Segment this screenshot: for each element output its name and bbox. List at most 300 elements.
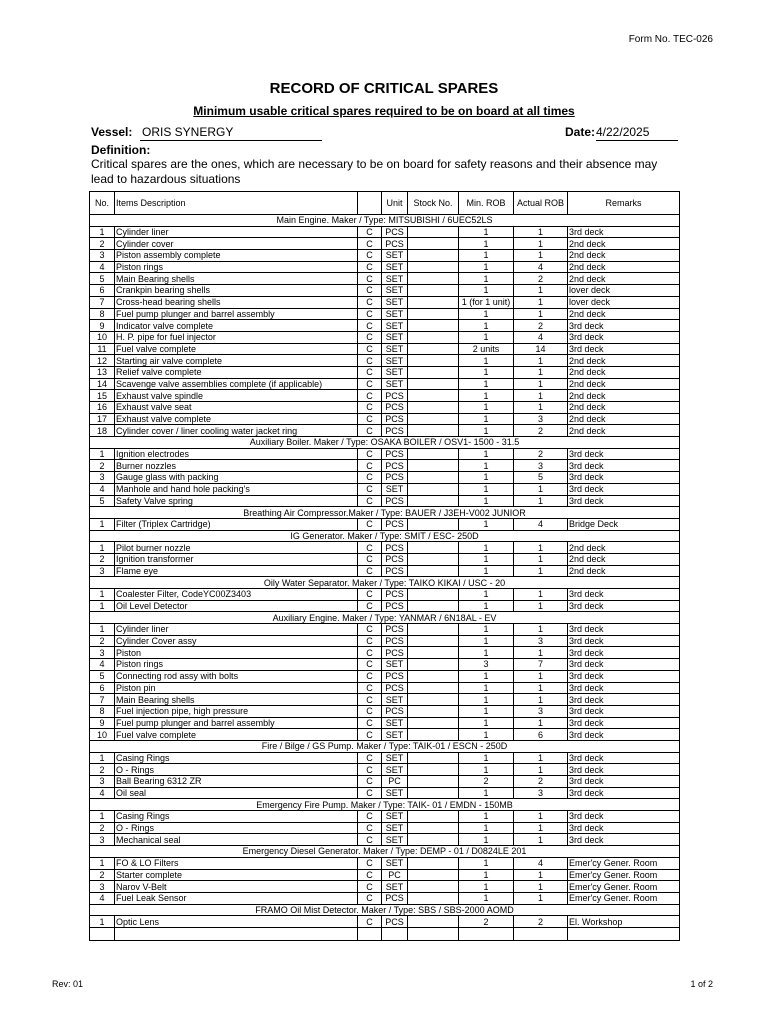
cell-description: Fuel injection pipe, high pressure [115,705,358,717]
cell-actual-rob: 1 [514,483,568,495]
cell-unit: PC [382,776,408,788]
cell-actual-rob: 2 [514,776,568,788]
cell-unit: PCS [382,495,408,507]
cell-actual-rob: 1 [514,600,568,612]
cell-actual-rob: 1 [514,694,568,706]
header-items-description: Items Description [115,192,358,215]
cell-actual-rob: 1 [514,495,568,507]
cell-no: 1 [90,600,115,612]
table-row [90,542,680,554]
cell-min-rob: 1 [459,787,514,799]
cell-min-rob: 1 [459,518,514,530]
cell-actual-rob: 2 [514,273,568,285]
cell-no: 12 [90,355,115,367]
cell-stock-no [408,635,459,647]
table-row [90,811,680,823]
cell-min-rob: 1 [459,857,514,869]
date-field[interactable]: 4/22/2025 [596,125,678,141]
cell-category: C [358,869,382,881]
table-row [90,892,680,904]
section-title: Auxiliary Engine. Maker / Type: YANMAR / 6N18AL - EV [90,612,680,624]
cell-no: 1 [90,518,115,530]
cell-no: 1 [90,542,115,554]
cell-category: C [358,589,382,601]
section-title: FRAMO Oil Mist Detector. Maker / Type: SBS / SBS-2000 AOMD [90,904,680,916]
cell-actual-rob: 1 [514,238,568,250]
cell-description: Cylinder cover / liner cooling water jacket ring [115,425,358,437]
cell-actual-rob: 3 [514,460,568,472]
cell-category: C [358,238,382,250]
cell-remarks: 2nd deck [568,425,680,437]
cell-remarks: Emer'cy Gener. Room [568,881,680,893]
table-row [90,565,680,577]
cell-category: C [358,355,382,367]
empty-cell [90,927,115,940]
cell-unit: PCS [382,553,408,565]
cell-min-rob: 1 [459,285,514,297]
cell-category: C [358,250,382,262]
cell-category: C [358,296,382,308]
cell-category: C [358,425,382,437]
table-row [90,869,680,881]
cell-remarks: 3rd deck [568,752,680,764]
cell-actual-rob: 1 [514,647,568,659]
empty-cell [514,927,568,940]
cell-no: 1 [90,624,115,636]
cell-category: C [358,285,382,297]
cell-category: C [358,659,382,671]
definition-label: Definition: [91,143,151,157]
cell-min-rob: 1 [459,822,514,834]
cell-no: 7 [90,296,115,308]
cell-min-rob: 1 [459,729,514,741]
table-row [90,624,680,636]
cell-description: Piston assembly complete [115,250,358,262]
cell-remarks: 3rd deck [568,811,680,823]
cell-category: C [358,670,382,682]
cell-min-rob: 1 [459,460,514,472]
cell-stock-no [408,413,459,425]
table-row [90,320,680,332]
cell-no: 4 [90,787,115,799]
cell-actual-rob: 1 [514,226,568,238]
section-header-row [90,507,680,519]
table-row [90,822,680,834]
section-title: Oily Water Separator. Maker / Type: TAIKO KIKAI / USC - 20 [90,577,680,589]
cell-category: C [358,331,382,343]
cell-remarks: 3rd deck [568,705,680,717]
cell-remarks: 3rd deck [568,472,680,484]
cell-category: C [358,822,382,834]
cell-description: Manhole and hand hole packing's [115,483,358,495]
cell-category: C [358,390,382,402]
cell-remarks: 3rd deck [568,495,680,507]
cell-stock-no [408,600,459,612]
cell-unit: PCS [382,589,408,601]
cell-remarks: 3rd deck [568,659,680,671]
cell-min-rob: 1 [459,355,514,367]
cell-description: H. P. pipe for fuel injector [115,331,358,343]
empty-cell [115,927,358,940]
cell-min-rob: 1 [459,624,514,636]
cell-category: C [358,717,382,729]
cell-unit: SET [382,659,408,671]
cell-no: 1 [90,589,115,601]
cell-stock-no [408,694,459,706]
cell-no: 3 [90,647,115,659]
cell-unit: SET [382,483,408,495]
cell-description: Cylinder liner [115,624,358,636]
header-category [358,192,382,215]
cell-category: C [358,694,382,706]
cell-min-rob: 1 [459,250,514,262]
cell-remarks: lover deck [568,296,680,308]
cell-stock-no [408,542,459,554]
definition-text: Critical spares are the ones, which are necessary to be on board for safety reasons and their absence may lead to hazardous situations [91,157,658,186]
cell-stock-no [408,460,459,472]
cell-remarks: 3rd deck [568,787,680,799]
cell-actual-rob: 2 [514,320,568,332]
cell-remarks: El. Workshop [568,916,680,928]
cell-stock-no [408,822,459,834]
cell-stock-no [408,355,459,367]
cell-description: O - Rings [115,822,358,834]
cell-unit: SET [382,320,408,332]
cell-remarks: 3rd deck [568,589,680,601]
cell-unit: SET [382,308,408,320]
cell-category: C [358,682,382,694]
cell-description: Piston [115,647,358,659]
cell-no: 17 [90,413,115,425]
cell-no: 5 [90,273,115,285]
cell-min-rob: 1 [459,402,514,414]
cell-no: 3 [90,472,115,484]
table-row [90,296,680,308]
cell-unit: PCS [382,647,408,659]
cell-description: Flame eye [115,565,358,577]
cell-unit: SET [382,764,408,776]
cell-stock-no [408,320,459,332]
cell-no: 1 [90,226,115,238]
cell-description: Narov V-Belt [115,881,358,893]
cell-unit: PCS [382,635,408,647]
cell-min-rob: 1 [459,589,514,601]
section-header-row [90,799,680,811]
cell-description: Pilot burner nozzle [115,542,358,554]
cell-no: 10 [90,331,115,343]
cell-stock-no [408,752,459,764]
cell-description: Ball Bearing 6312 ZR [115,776,358,788]
cell-actual-rob: 1 [514,308,568,320]
cell-description: Ignition transformer [115,553,358,565]
table-row [90,273,680,285]
cell-remarks: 3rd deck [568,764,680,776]
cell-unit: PCS [382,402,408,414]
cell-category: C [358,495,382,507]
cell-category: C [358,402,382,414]
cell-unit: PCS [382,670,408,682]
cell-stock-no [408,705,459,717]
cell-stock-no [408,729,459,741]
cell-no: 5 [90,670,115,682]
cell-unit: PC [382,869,408,881]
cell-min-rob: 1 [459,553,514,565]
cell-stock-no [408,834,459,846]
cell-stock-no [408,331,459,343]
cell-min-rob: 1 [459,378,514,390]
table-row [90,705,680,717]
cell-stock-no [408,402,459,414]
cell-category: C [358,892,382,904]
section-header-row [90,577,680,589]
cell-stock-no [408,495,459,507]
header-min-rob: Min. ROB [459,192,514,215]
cell-min-rob: 1 [459,261,514,273]
cell-actual-rob: 1 [514,764,568,776]
table-row [90,366,680,378]
cell-min-rob: 1 [459,635,514,647]
cell-unit: PCS [382,425,408,437]
cell-stock-no [408,892,459,904]
cell-unit: SET [382,787,408,799]
cell-category: C [358,261,382,273]
cell-unit: SET [382,366,408,378]
cell-no: 5 [90,495,115,507]
cell-actual-rob: 1 [514,892,568,904]
cell-category: C [358,413,382,425]
cell-no: 3 [90,834,115,846]
cell-unit: SET [382,273,408,285]
cell-stock-no [408,565,459,577]
cell-category: C [358,553,382,565]
cell-remarks: 2nd deck [568,273,680,285]
table-row [90,402,680,414]
cell-unit: SET [382,857,408,869]
cell-description: Relief valve complete [115,366,358,378]
table-row [90,495,680,507]
cell-unit: SET [382,881,408,893]
cell-stock-no [408,226,459,238]
table-row [90,635,680,647]
date-label: Date: [565,125,596,139]
table-row [90,553,680,565]
cell-stock-no [408,916,459,928]
cell-category: C [358,226,382,238]
cell-min-rob: 3 [459,659,514,671]
form-number: Form No. TEC-026 [628,34,713,45]
cell-category: C [358,565,382,577]
cell-remarks: 2nd deck [568,366,680,378]
cell-unit: PCS [382,624,408,636]
cell-unit: PCS [382,390,408,402]
table-row [90,589,680,601]
cell-description: Crankpin bearing shells [115,285,358,297]
cell-stock-no [408,343,459,355]
cell-actual-rob: 1 [514,378,568,390]
cell-stock-no [408,366,459,378]
cell-remarks: 3rd deck [568,624,680,636]
cell-actual-rob: 1 [514,296,568,308]
empty-row [90,927,680,940]
table-row [90,261,680,273]
table-row [90,647,680,659]
cell-unit: SET [382,694,408,706]
cell-no: 2 [90,822,115,834]
cell-unit: PCS [382,413,408,425]
empty-cell [382,927,408,940]
cell-stock-no [408,238,459,250]
cell-actual-rob: 1 [514,822,568,834]
cell-description: Fuel pump plunger and barrel assembly [115,308,358,320]
cell-remarks: 2nd deck [568,261,680,273]
cell-description: Safety Valve spring [115,495,358,507]
cell-remarks: 3rd deck [568,635,680,647]
cell-unit: PCS [382,600,408,612]
cell-actual-rob: 3 [514,413,568,425]
cell-unit: PCS [382,565,408,577]
cell-remarks: 2nd deck [568,238,680,250]
table-row [90,378,680,390]
cell-min-rob: 1 [459,834,514,846]
cell-actual-rob: 1 [514,250,568,262]
empty-cell [408,927,459,940]
cell-description: Main Bearing shells [115,694,358,706]
cell-category: C [358,811,382,823]
cell-actual-rob: 1 [514,589,568,601]
cell-actual-rob: 4 [514,857,568,869]
table-row [90,308,680,320]
cell-no: 2 [90,635,115,647]
cell-unit: PCS [382,460,408,472]
table-row [90,881,680,893]
cell-stock-no [408,390,459,402]
cell-no: 4 [90,659,115,671]
table-row [90,776,680,788]
cell-category: C [358,518,382,530]
table-row [90,390,680,402]
page-number: 1 of 2 [690,979,713,989]
cell-remarks: 2nd deck [568,413,680,425]
table-row [90,425,680,437]
cell-category: C [358,308,382,320]
table-body [90,215,680,941]
cell-actual-rob: 4 [514,518,568,530]
table-row [90,694,680,706]
cell-description: Ignition electrodes [115,448,358,460]
cell-min-rob: 1 [459,331,514,343]
cell-description: Connecting rod assy with bolts [115,670,358,682]
cell-actual-rob: 2 [514,448,568,460]
cell-no: 10 [90,729,115,741]
table-row [90,834,680,846]
table-row [90,717,680,729]
cell-unit: SET [382,355,408,367]
cell-category: C [358,881,382,893]
cell-actual-rob: 4 [514,331,568,343]
cell-min-rob: 1 [459,647,514,659]
cell-stock-no [408,881,459,893]
cell-no: 3 [90,881,115,893]
table-row [90,285,680,297]
section-title: Emergency Diesel Generator. Maker / Type: DEMP - 01 / D0824LE 201 [90,846,680,858]
cell-no: 2 [90,764,115,776]
cell-description: Casing Rings [115,811,358,823]
cell-remarks: 2nd deck [568,402,680,414]
cell-no: 9 [90,717,115,729]
header-unit: Unit [382,192,408,215]
cell-description: Cylinder Cover assy [115,635,358,647]
cell-actual-rob: 2 [514,916,568,928]
cell-category: C [358,834,382,846]
cell-category: C [358,542,382,554]
cell-actual-rob: 1 [514,811,568,823]
cell-description: Exhaust valve spindle [115,390,358,402]
table-row [90,238,680,250]
cell-category: C [358,705,382,717]
cell-no: 2 [90,460,115,472]
cell-min-rob: 1 [459,238,514,250]
cell-stock-no [408,285,459,297]
cell-min-rob: 1 [459,542,514,554]
vessel-field[interactable]: ORIS SYNERGY [140,125,322,141]
cell-stock-no [408,448,459,460]
cell-unit: SET [382,285,408,297]
cell-stock-no [408,378,459,390]
header-no: No. [90,192,115,215]
cell-actual-rob: 1 [514,717,568,729]
revision-label: Rev: 01 [52,979,84,989]
cell-min-rob: 2 [459,776,514,788]
cell-category: C [358,472,382,484]
cell-unit: PCS [382,682,408,694]
empty-cell [568,927,680,940]
cell-category: C [358,343,382,355]
cell-actual-rob: 2 [514,425,568,437]
cell-unit: SET [382,729,408,741]
empty-cell [358,927,382,940]
cell-description: Main Bearing shells [115,273,358,285]
cell-remarks: Emer'cy Gener. Room [568,892,680,904]
cell-min-rob: 1 [459,273,514,285]
cell-min-rob: 1 [459,892,514,904]
cell-remarks: 3rd deck [568,226,680,238]
cell-no: 3 [90,565,115,577]
cell-actual-rob: 1 [514,881,568,893]
cell-unit: PCS [382,705,408,717]
cell-unit: SET [382,261,408,273]
cell-actual-rob: 14 [514,343,568,355]
cell-category: C [358,857,382,869]
cell-no: 6 [90,682,115,694]
cell-actual-rob: 1 [514,834,568,846]
cell-no: 4 [90,483,115,495]
cell-min-rob: 1 [459,425,514,437]
cell-stock-no [408,857,459,869]
header-actual-rob: Actual ROB [514,192,568,215]
cell-description: Fuel pump plunger and barrel assembly [115,717,358,729]
critical-spares-table [89,191,680,941]
page-title: RECORD OF CRITICAL SPARES [269,80,499,97]
section-title: Breathing Air Compressor.Maker / Type: BAUER / J3EH-V002 JUNIOR [90,507,680,519]
cell-stock-no [408,764,459,776]
cell-stock-no [408,659,459,671]
cell-stock-no [408,250,459,262]
cell-remarks: 3rd deck [568,682,680,694]
cell-category: C [358,378,382,390]
cell-min-rob: 1 [459,320,514,332]
cell-min-rob: 1 [459,682,514,694]
cell-stock-no [408,518,459,530]
